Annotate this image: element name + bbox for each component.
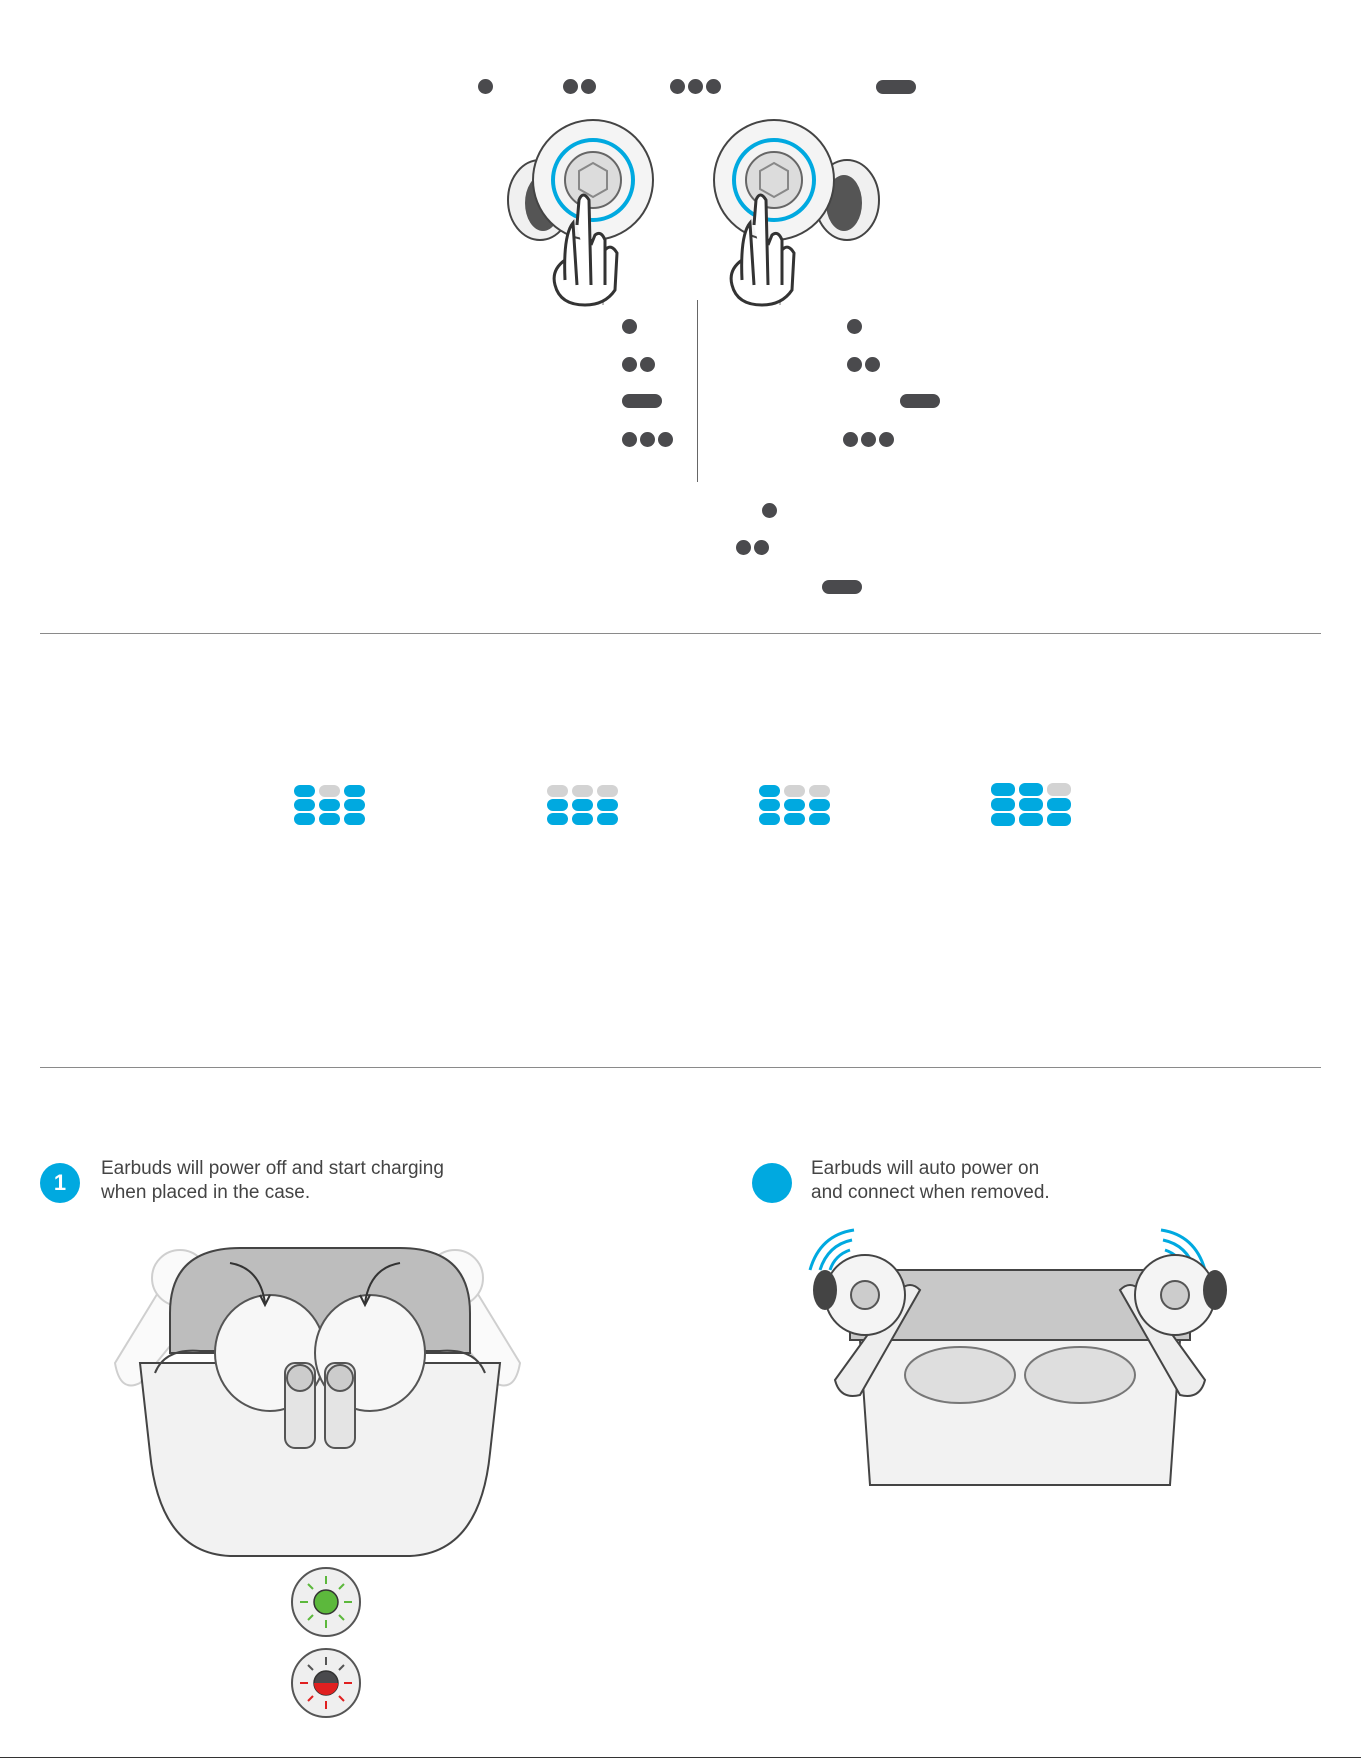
eq-mode-icon-4 [991, 783, 1073, 828]
page-bottom-border [0, 1757, 1361, 1758]
right-double-tap-icon [847, 357, 862, 372]
right-hold-icon [900, 394, 940, 408]
section-divider-1 [40, 633, 1321, 634]
step-2-text-line1: Earbuds will auto power on [811, 1158, 1040, 1179]
double-tap-icon [581, 79, 596, 94]
left-hold-icon [622, 394, 662, 408]
step-2-badge [752, 1163, 792, 1203]
right-triple-tap-icon [879, 432, 894, 447]
led-red-charging-icon [290, 1647, 362, 1719]
left-earbud-touch-illustration [505, 105, 675, 310]
eq-mode-icon-3 [759, 785, 834, 825]
eq-mode-icon-1 [294, 785, 369, 825]
step-1-badge: 1 [40, 1163, 80, 1203]
step-1-text-line1: Earbuds will power off and start charging [101, 1158, 444, 1179]
double-tap-icon [563, 79, 578, 94]
earbuds-removed-illustration [800, 1230, 1240, 1490]
both-hold-icon [822, 580, 862, 594]
hold-icon [876, 80, 916, 94]
right-triple-tap-icon [843, 432, 858, 447]
right-triple-tap-icon [861, 432, 876, 447]
left-double-tap-icon [640, 357, 655, 372]
section-divider-2 [40, 1067, 1321, 1068]
left-double-tap-icon [622, 357, 637, 372]
left-triple-tap-icon [640, 432, 655, 447]
right-double-tap-icon [865, 357, 880, 372]
left-triple-tap-icon [658, 432, 673, 447]
column-divider [697, 300, 698, 482]
right-earbud-touch-illustration [712, 105, 882, 310]
single-tap-icon [478, 79, 493, 94]
triple-tap-icon [688, 79, 703, 94]
step-1-text-line2: when placed in the case. [101, 1182, 311, 1203]
triple-tap-icon [706, 79, 721, 94]
left-triple-tap-icon [622, 432, 637, 447]
charging-case-illustration [110, 1233, 530, 1563]
right-single-tap-icon [847, 319, 862, 334]
triple-tap-icon [670, 79, 685, 94]
both-double-tap-icon [736, 540, 751, 555]
left-single-tap-icon [622, 319, 637, 334]
both-double-tap-icon [754, 540, 769, 555]
step-2-text-line2: and connect when removed. [811, 1182, 1050, 1203]
led-green-charging-icon [290, 1566, 362, 1638]
both-single-tap-icon [762, 503, 777, 518]
eq-mode-icon-2 [547, 785, 622, 825]
